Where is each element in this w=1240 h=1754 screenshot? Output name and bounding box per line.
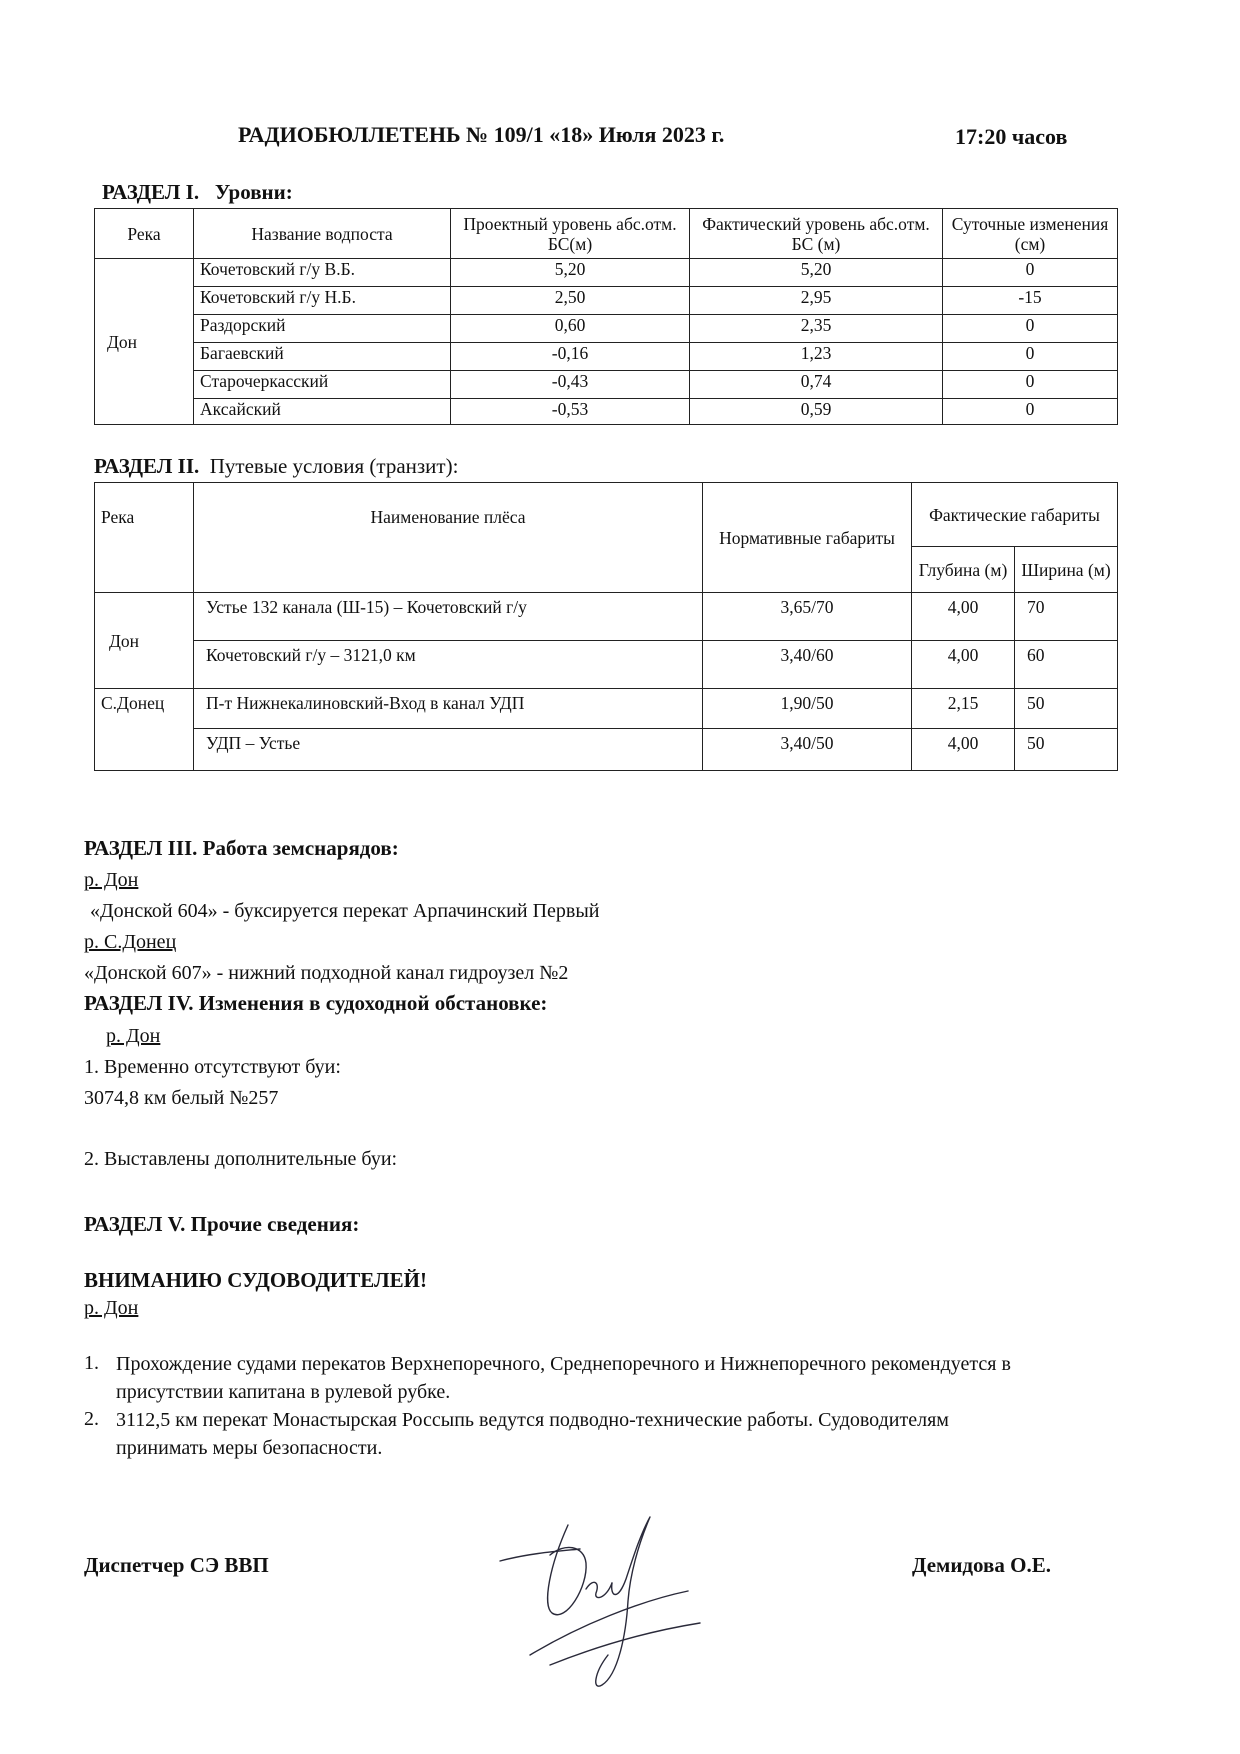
- transit-river-cell: Дон: [95, 593, 194, 689]
- design-level: -0,43: [451, 371, 690, 399]
- bulletin-time: 17:20 часов: [955, 124, 1068, 149]
- design-level: -0,53: [451, 399, 690, 425]
- dispatcher-name: Демидова О.Е.: [912, 1553, 1051, 1577]
- actual-level: 0,59: [690, 399, 943, 425]
- actual-level: 2,35: [690, 315, 943, 343]
- actual-level: 1,23: [690, 343, 943, 371]
- actual-width: 50: [1015, 729, 1118, 771]
- daily-change: 0: [943, 259, 1118, 287]
- added-buoys-line: 2. Выставлены дополнительные буи:: [84, 1148, 398, 1170]
- col-header-actual-level: Фактический уровень абс.отм. БС (м): [690, 209, 943, 259]
- section1-heading-num: РАЗДЕЛ I.: [102, 180, 200, 204]
- notice-text: 3112,5 км перекат Монастырская Россыпь ведутся подводно-технические работы. Судоводителям принимать меры безопасности.: [116, 1409, 949, 1459]
- daily-change: 0: [943, 399, 1118, 425]
- actual-level: 0,74: [690, 371, 943, 399]
- daily-change: 0: [943, 343, 1118, 371]
- normative-dims: 3,40/50: [703, 729, 912, 771]
- section2-heading-text: Путевые условия (транзит):: [209, 454, 459, 478]
- normative-dims: 3,65/70: [703, 593, 912, 641]
- section3-river-don: р. Дон: [84, 869, 139, 891]
- actual-depth: 4,00: [912, 729, 1015, 771]
- actual-depth: 2,15: [912, 689, 1015, 729]
- levels-row: [95, 259, 1118, 287]
- col-header-depth: Глубина (м): [912, 547, 1015, 593]
- actual-width: 50: [1015, 689, 1118, 729]
- daily-change: 0: [943, 315, 1118, 343]
- levels-river-cell: Дон: [95, 259, 194, 425]
- daily-change: 0: [943, 371, 1118, 399]
- col-header-post: Название водпоста: [194, 209, 451, 259]
- col-header-reach: Наименование плёса: [194, 483, 703, 593]
- section4-heading: РАЗДЕЛ IV. Изменения в судоходной обстановке:: [84, 991, 548, 1015]
- notice-text: Прохождение судами перекатов Верхнепоречного, Среднепоречного и Нижнепоречного рекомендуется в присутствии капитана в рулевой рубке.: [116, 1353, 1011, 1403]
- transit-row: [95, 689, 1118, 729]
- missing-buoys-line: 1. Временно отсутствуют буи:: [84, 1056, 341, 1078]
- daily-change: -15: [943, 287, 1118, 315]
- transit-river-cell: С.Донец: [95, 689, 194, 771]
- levels-row: [95, 343, 1118, 371]
- post-name: Аксайский: [194, 399, 451, 425]
- design-level: 0,60: [451, 315, 690, 343]
- post-name: Кочетовский г/у В.Б.: [194, 259, 451, 287]
- col-header-width: Ширина (м): [1015, 547, 1118, 593]
- levels-row: [95, 399, 1118, 425]
- col-header-river: Река: [95, 483, 194, 593]
- levels-header-row: [95, 209, 1118, 259]
- reach-name: Устье 132 канала (Ш-15) – Кочетовский г/у: [194, 593, 703, 641]
- section5-heading: РАЗДЕЛ V. Прочие сведения:: [84, 1212, 360, 1236]
- levels-table: [94, 208, 1118, 425]
- transit-table: [94, 482, 1118, 771]
- bulletin-title: РАДИОБЮЛЛЕТЕНЬ № 109/1 «18» Июля 2023 г.: [238, 122, 725, 147]
- design-level: -0,16: [451, 343, 690, 371]
- actual-level: 2,95: [690, 287, 943, 315]
- reach-name: УДП – Устье: [194, 729, 703, 771]
- design-level: 5,20: [451, 259, 690, 287]
- col-header-normative: Нормативные габариты: [703, 483, 912, 593]
- levels-row: [95, 371, 1118, 399]
- normative-dims: 1,90/50: [703, 689, 912, 729]
- actual-depth: 4,00: [912, 641, 1015, 689]
- signature-image: [490, 1505, 720, 1705]
- col-header-river: Река: [95, 209, 194, 259]
- col-header-daily-change: Суточные изменения (см): [943, 209, 1118, 259]
- section2-heading-num: РАЗДЕЛ II.: [94, 454, 200, 478]
- notice-number: 2.: [84, 1408, 99, 1430]
- levels-row: [95, 287, 1118, 315]
- post-name: Кочетовский г/у Н.Б.: [194, 287, 451, 315]
- post-name: Раздорский: [194, 315, 451, 343]
- missing-buoy-item: 3074,8 км белый №257: [84, 1087, 279, 1109]
- post-name: Старочеркасский: [194, 371, 451, 399]
- actual-width: 60: [1015, 641, 1118, 689]
- normative-dims: 3,40/60: [703, 641, 912, 689]
- dispatcher-position: Диспетчер СЭ ВВП: [84, 1553, 269, 1577]
- section1-heading: [102, 180, 293, 205]
- dredger-item-604: «Донской 604» - буксируется перекат Арпачинский Первый: [90, 900, 600, 922]
- transit-header-row: [95, 483, 1118, 547]
- transit-row: [95, 641, 1118, 689]
- actual-width: 70: [1015, 593, 1118, 641]
- section3-heading: РАЗДЕЛ III. Работа земснарядов:: [84, 836, 399, 860]
- section2-heading: [94, 454, 458, 479]
- transit-row: [95, 729, 1118, 771]
- actual-level: 5,20: [690, 259, 943, 287]
- transit-row: [95, 593, 1118, 641]
- attention-heading: ВНИМАНИЮ СУДОВОДИТЕЛЕЙ!: [84, 1268, 427, 1292]
- section4-river: р. Дон: [106, 1025, 161, 1047]
- levels-row: [95, 315, 1118, 343]
- section3-river-sdonets: р. С.Донец: [84, 931, 177, 953]
- reach-name: П-т Нижнекалиновский-Вход в канал УДП: [194, 689, 703, 729]
- dredger-item-607: «Донской 607» - нижний подходной канал гидроузел №2: [84, 962, 569, 984]
- actual-depth: 4,00: [912, 593, 1015, 641]
- section5-river: р. Дон: [84, 1297, 139, 1319]
- reach-name: Кочетовский г/у – 3121,0 км: [194, 641, 703, 689]
- notice-number: 1.: [84, 1352, 99, 1374]
- section1-heading-text: Уровни:: [214, 180, 293, 204]
- col-header-actual: Фактические габариты: [912, 483, 1118, 547]
- col-header-design-level: Проектный уровень абс.отм. БС(м): [451, 209, 690, 259]
- post-name: Багаевский: [194, 343, 451, 371]
- design-level: 2,50: [451, 287, 690, 315]
